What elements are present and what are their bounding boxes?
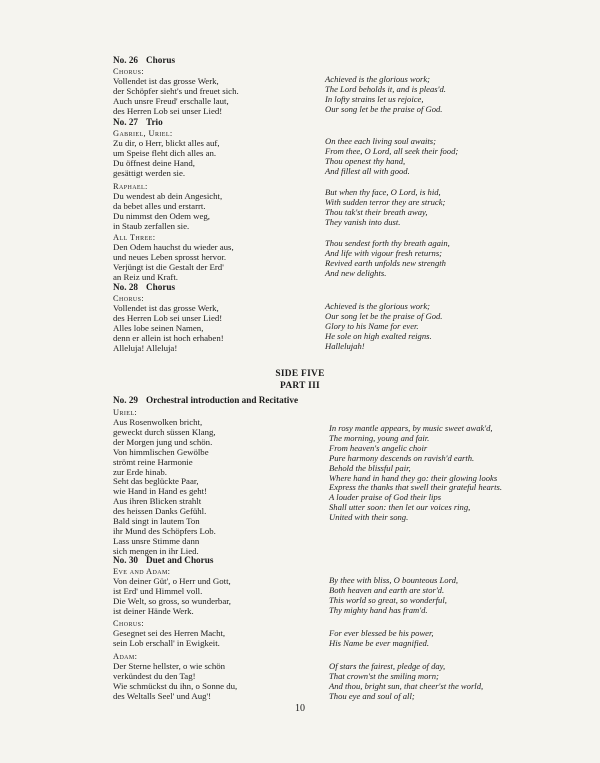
- section-heading: No. 29 Orchestral introduction and Recitative: [113, 395, 299, 405]
- german-line: Vollendet ist das grosse Werk,: [113, 76, 219, 86]
- english-line: Behold the blissful pair,: [329, 462, 411, 473]
- section-28: [113, 282, 308, 354]
- german-line: Vollendet ist das grosse Werk,: [113, 303, 219, 313]
- english-line: With sudden terror they are struck;: [325, 196, 446, 207]
- english-line: By thee with bliss, O bounteous Lord,: [329, 575, 459, 585]
- german-line: des heissen Danks Gefühl.: [113, 506, 207, 517]
- german-line: Aus Rosenwolken bricht,: [113, 417, 203, 427]
- english-line: On thee each living soul awaits;: [325, 136, 436, 146]
- english-line: His Name be ever magnified.: [329, 637, 429, 648]
- german-line: ist Erd' und Himmel voll.: [113, 585, 203, 596]
- german-line: des Weltalls Seel' und Aug'!: [113, 690, 212, 701]
- german-line: ist deiner Hände Werk.: [113, 605, 194, 616]
- german-line: sein Lob erschall' in Ewigkeit.: [113, 637, 220, 648]
- english-line: Thou eye and soul of all;: [329, 690, 415, 701]
- english-line: They vanish into dust.: [325, 216, 401, 227]
- german-line: verkündest du den Tag!: [113, 670, 196, 681]
- english-line: United with their song.: [329, 512, 409, 523]
- german-line: Bald singt in lautem Ton: [113, 516, 200, 527]
- english-line: Express the thanks that swell their grateful hearts.: [329, 482, 502, 493]
- german-line: gesättigt werden sie.: [113, 167, 186, 178]
- section-heading: No. 27 Trio: [113, 117, 163, 127]
- german-line: in Staub zerfallen sie.: [113, 220, 190, 231]
- german-line: Wie schmückst du ihn, o Sonne du,: [113, 680, 238, 691]
- german-line: Seht das beglückte Paar,: [113, 476, 199, 487]
- role-label: All Three:: [113, 233, 156, 242]
- english-block-30-adam: [329, 662, 564, 702]
- english-line: Revived earth unfolds new strength: [325, 257, 446, 268]
- german-line: Alleluja! Alleluja!: [113, 342, 178, 353]
- english-block-27-all-three: [325, 239, 560, 279]
- german-line: Der Sterne hellster, o wie schön: [113, 661, 226, 671]
- role-label: Eve and Adam:: [113, 567, 171, 576]
- english-line: Hallelujah!: [325, 340, 365, 351]
- english-line: Pure harmony descends on ravish'd earth.: [329, 452, 475, 463]
- english-line: Thy mighty hand has fram'd.: [329, 604, 428, 615]
- english-line: Glory to his Name for ever.: [325, 320, 419, 331]
- german-line: Du wendest ab dein Angesicht,: [113, 191, 223, 201]
- english-line: The Lord beholds it, and is pleas'd.: [325, 83, 446, 94]
- english-line: And new delights.: [325, 267, 387, 278]
- english-block-29: [329, 424, 564, 523]
- english-line: From thee, O Lord, all seek their food;: [325, 145, 459, 156]
- german-line: Zu dir, o Herr, blickt alles auf,: [113, 138, 220, 148]
- german-line: Die Welt, so gross, so wunderbar,: [113, 595, 232, 606]
- english-line: Thou openest thy hand,: [325, 155, 406, 166]
- english-line: And fillest all with good.: [325, 165, 410, 176]
- german-line: des Herren Lob sei unser Lied!: [113, 105, 223, 116]
- english-line: Achieved is the glorious work;: [325, 301, 431, 311]
- english-block-30-chorus: [329, 629, 564, 649]
- english-line: And life with vigour fresh returns;: [325, 247, 443, 258]
- german-line: der Morgen jung und schön.: [113, 436, 213, 447]
- role-label: Gabriel, Uriel:: [113, 129, 173, 138]
- german-line: des Herren Lob sei unser Lied!: [113, 312, 223, 323]
- section-30-chorus: [113, 618, 308, 649]
- german-line: Gesegnet sei des Herren Macht,: [113, 628, 226, 638]
- english-line: In lofty strains let us rejoice,: [325, 93, 424, 104]
- german-line: der Schöpfer sieht's und freuet sich.: [113, 85, 239, 96]
- english-line: But when thy face, O Lord, is hid,: [325, 187, 441, 197]
- english-block-30-duet: [329, 576, 564, 616]
- role-label: Chorus:: [113, 294, 145, 303]
- section-27-all-three: [113, 232, 308, 283]
- german-line: denn er allein ist hoch erhaben!: [113, 332, 224, 343]
- english-line: From heaven's angelic choir: [329, 442, 428, 453]
- section-27-raphael: [113, 181, 308, 232]
- english-line: Our song let be the praise of God.: [325, 103, 443, 114]
- english-line: And thou, bright sun, that cheer'st the world,: [329, 680, 484, 691]
- german-line: Lass unsre Stimme dann: [113, 535, 200, 546]
- german-line: Aus ihren Blicken strahlt: [113, 496, 202, 507]
- german-line: Du öffnest deine Hand,: [113, 157, 195, 168]
- english-line: Where hand in hand they go: their glowing looks: [329, 472, 498, 483]
- german-line: Alles lobe seinen Namen,: [113, 322, 204, 333]
- english-line: Of stars the fairest, pledge of day,: [329, 661, 446, 671]
- english-line: Our song let be the praise of God.: [325, 310, 443, 321]
- german-line: Von deiner Güt', o Herr und Gott,: [113, 576, 231, 586]
- english-line: Achieved is the glorious work;: [325, 74, 431, 84]
- english-line: That crown'st the smiling morn;: [329, 670, 439, 681]
- english-block-26: [325, 75, 560, 115]
- english-line: He sole on high exalted reigns.: [325, 330, 432, 341]
- german-line: zur Erde hinab.: [113, 466, 167, 477]
- english-block-27-gabriel-uriel: [325, 137, 560, 177]
- english-line: Both heaven and earth are stor'd.: [329, 584, 445, 595]
- section-29: [113, 395, 308, 557]
- german-line: wie Hand in Hand es geht!: [113, 486, 208, 497]
- english-line: Thou tak'st their breath away,: [325, 206, 428, 217]
- english-line: The morning, young and fair.: [329, 432, 430, 443]
- role-label: Adam:: [113, 652, 138, 661]
- german-line: geweckt durch süssen Klang,: [113, 426, 216, 437]
- section-heading: No. 26 Chorus: [113, 55, 176, 65]
- english-line: Thou sendest forth thy breath again,: [325, 238, 450, 248]
- german-line: an Reiz und Kraft.: [113, 271, 178, 282]
- english-line: For ever blessed be his power,: [329, 628, 434, 638]
- role-label: Chorus:: [113, 619, 145, 628]
- section-26: [113, 55, 308, 117]
- part-heading: PART III: [279, 381, 320, 391]
- english-block-28: [325, 302, 560, 352]
- english-line: Shall utter soon: then let our voices ring,: [329, 502, 471, 513]
- section-30-adam: [113, 651, 308, 702]
- german-line: strömt reine Harmonie: [113, 456, 193, 467]
- section-30: [113, 555, 308, 617]
- role-label: Raphael:: [113, 182, 148, 191]
- english-line: This world so great, so wonderful,: [329, 594, 447, 605]
- german-line: da bebet alles und erstarrt.: [113, 200, 206, 211]
- german-line: Von himmlischen Gewölbe: [113, 446, 209, 457]
- section-27: [113, 117, 308, 179]
- section-heading: No. 30 Duet and Chorus: [113, 555, 214, 565]
- english-line: In rosy mantle appears, by music sweet awak'd,: [329, 423, 493, 433]
- german-line: um Speise fleht dich alles an.: [113, 147, 217, 158]
- role-label: Chorus:: [113, 67, 145, 76]
- german-line: und neues Leben sprosst hervor.: [113, 251, 227, 262]
- english-block-27-raphael: [325, 188, 560, 228]
- role-label: Uriel:: [113, 408, 138, 417]
- german-line: ihr Mund des Schöpfers Lob.: [113, 525, 216, 536]
- side-heading: SIDE FIVE: [275, 369, 325, 379]
- german-line: Verjüngt ist die Gestalt der Erd': [113, 261, 224, 272]
- section-heading: No. 28 Chorus: [113, 282, 176, 292]
- german-line: Du nimmst den Odem weg,: [113, 210, 210, 221]
- german-line: sich mengen in ihr Lied.: [113, 545, 199, 556]
- german-line: Den Odem hauchst du wieder aus,: [113, 242, 234, 252]
- english-line: A louder praise of God their lips: [329, 492, 442, 503]
- page-number: 10: [295, 703, 305, 714]
- german-line: Auch unsre Freud' erschalle laut,: [113, 95, 229, 106]
